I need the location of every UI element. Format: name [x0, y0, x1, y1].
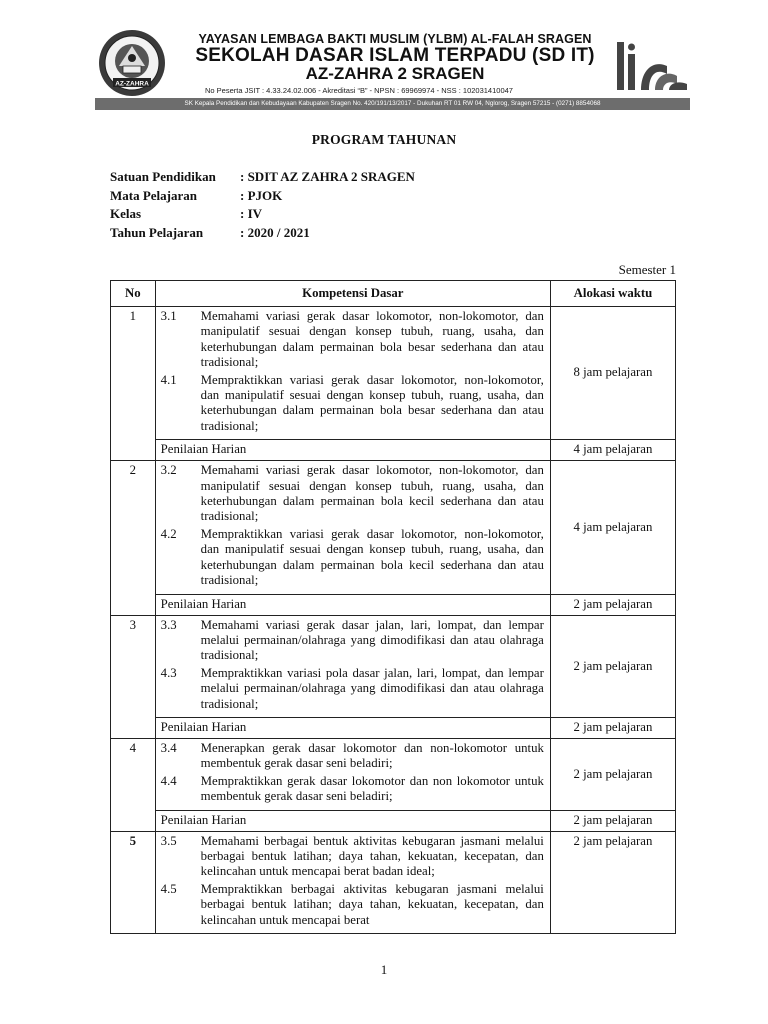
header-alokasi: Alokasi waktu [550, 281, 675, 307]
penilaian-alokasi: 2 jam pelajaran [550, 810, 675, 831]
kd-cell [155, 738, 550, 810]
table-header-row [111, 281, 676, 307]
table-row [111, 831, 676, 933]
kd-item [161, 774, 544, 805]
meta-label: Mata Pelajaran [110, 187, 198, 203]
header-no: No [111, 281, 156, 307]
letterhead-titles [175, 33, 615, 83]
penilaian-row [111, 594, 676, 615]
kd-text: Mempraktikkan variasi gerak dasar lokomotor, non-lokomotor, dan manipulatif sesuai dengan konsep tubuh, ruang, usaha, dan keterhubungan dalam permainan bola kecil sederhana dan atau tradisional; [200, 526, 544, 588]
kd-text: Menerapkan gerak dasar lokomotor dan non-lokomotor untuk membentuk gerak dasar seni beladiri; [200, 740, 544, 771]
meta-row [110, 205, 415, 224]
kompetensi-table [110, 280, 676, 934]
org-name: YAYASAN LEMBAGA BAKTI MUSLIM (YLBM) AL-FALAH SRAGEN [198, 32, 592, 46]
penilaian-row [111, 810, 676, 831]
school-name: SEKOLAH DASAR ISLAM TERPADU (SD IT) [195, 45, 595, 66]
meta-row [110, 224, 415, 243]
document-meta [110, 168, 415, 242]
kd-code: 3.2 [160, 463, 177, 478]
kd-item [161, 463, 544, 525]
penilaian-label: Penilaian Harian [155, 440, 550, 461]
document-title: PROGRAM TAHUNAN [311, 132, 457, 147]
table-row [111, 738, 676, 810]
kd-cell [155, 831, 550, 933]
kd-item [161, 373, 544, 435]
registration-info: No Peserta JSIT : 4.33.24.02.006 - Akreditasi “B” - NPSN : 69969974 - NSS : 102031410047 [205, 86, 513, 95]
table-row [111, 615, 676, 717]
kd-text: Memahami variasi gerak dasar jalan, lari, lompat, dan lempar melalui permainan/olahraga yang dimodifikasi dan atau olahraga tradisional; [200, 617, 544, 663]
row-number: 1 [111, 307, 156, 461]
alokasi-cell: 8 jam pelajaran [550, 307, 675, 440]
penilaian-label: Penilaian Harian [155, 717, 550, 738]
kd-text: Memahami variasi gerak dasar lokomotor, non-lokomotor, dan manipulatif sesuai dengan konsep tubuh, ruang, usaha, dan keterhubungan dalam permainan bola besar sederhana dan atau tradisional; [200, 309, 544, 370]
kd-item [161, 527, 544, 589]
kd-item [161, 834, 544, 880]
alokasi-cell: 2 jam pelajaran [550, 738, 675, 810]
kd-code: 3.1 [160, 309, 177, 323]
penilaian-row [111, 440, 676, 461]
kd-item [161, 741, 544, 772]
penilaian-label: Penilaian Harian [155, 810, 550, 831]
kd-cell [155, 615, 550, 717]
meta-value: : 2020 / 2021 [240, 224, 310, 240]
meta-label: Kelas [110, 206, 142, 221]
penilaian-alokasi: 2 jam pelajaran [550, 717, 675, 738]
jsit-logo-icon [615, 38, 690, 94]
kd-code: 4.1 [160, 372, 177, 387]
row-number: 5 [111, 831, 156, 933]
kd-text: Mempraktikkan berbagai aktivitas kebugaran jasmani melalui berbagai bentuk latihan; daya tahan, kekuatan, kecepatan, dan kelincahan untuk mencapai berat [200, 881, 544, 927]
penilaian-row [111, 717, 676, 738]
kd-item [161, 309, 544, 371]
kd-code: 3.4 [160, 740, 177, 755]
branch-name: AZ-ZAHRA 2 SRAGEN [305, 64, 485, 83]
semester-label: Semester 1 [618, 262, 676, 277]
table-row [111, 307, 676, 440]
meta-label: Tahun Pelajaran [110, 224, 204, 240]
meta-row [110, 168, 415, 187]
meta-row [110, 187, 415, 206]
seal-label: AZ-ZAHRA [115, 80, 149, 88]
kd-code: 4.5 [160, 881, 177, 896]
row-number: 3 [111, 615, 156, 738]
kd-cell [155, 461, 550, 594]
kd-cell [155, 307, 550, 440]
kd-text: Memahami berbagai bentuk aktivitas kebugaran jasmani melalui berbagai bentuk latihan; daya tahan, kekuatan, kecepatan, dan kelincahan untuk mencapai berat badan ideal; [200, 833, 544, 879]
kd-text: Mempraktikkan gerak dasar lokomotor dan non lokomotor untuk membentuk gerak dasar seni beladiri; [200, 773, 544, 804]
meta-label: Satuan Pendidikan [110, 169, 216, 184]
kd-text: Mempraktikkan variasi pola dasar jalan, lari, lompat, dan lempar melalui permainan/olahraga yang dimodifikasi dan atau olahraga tradisional; [200, 665, 544, 711]
meta-value: : IV [240, 206, 263, 221]
row-number: 4 [111, 738, 156, 831]
alokasi-cell: 2 jam pelajaran [550, 615, 675, 717]
row-number: 2 [111, 461, 156, 615]
kd-code: 3.3 [160, 617, 177, 632]
kd-code: 4.2 [160, 526, 177, 541]
meta-value: : PJOK [240, 187, 283, 203]
school-seal-icon [97, 28, 167, 98]
header-kompetensi: Kompetensi Dasar [155, 281, 550, 307]
kd-text: Mempraktikkan variasi gerak dasar lokomotor, non-lokomotor, dan manipulatif sesuai dengan konsep tubuh, ruang, usaha, dan keterhubungan dalam permainan bola besar sederhana dan atau tradisional; [200, 372, 544, 433]
penilaian-alokasi: 4 jam pelajaran [550, 440, 675, 461]
kd-item [161, 882, 544, 928]
table-row [111, 461, 676, 594]
penilaian-alokasi: 2 jam pelajaran [550, 594, 675, 615]
page-number: 1 [380, 962, 388, 977]
kd-item [161, 618, 544, 664]
meta-value: : SDIT AZ ZAHRA 2 SRAGEN [240, 169, 415, 184]
kd-item [161, 666, 544, 712]
kd-code: 4.3 [160, 665, 177, 680]
alokasi-cell: 4 jam pelajaran [550, 461, 675, 594]
alokasi-cell: 2 jam pelajaran [550, 831, 675, 933]
kd-code: 3.5 [160, 833, 177, 848]
letterhead [95, 26, 690, 114]
penilaian-label: Penilaian Harian [155, 594, 550, 615]
kd-text: Memahami variasi gerak dasar lokomotor, non-lokomotor, dan manipulatif sesuai dengan konsep tubuh, ruang, usaha, dan keterhubungan dalam permainan bola kecil sederhana dan atau tradisional; [200, 463, 544, 524]
kd-code: 4.4 [160, 773, 177, 788]
decree-bar: SK Kepala Pendidikan dan Kebudayaan Kabupaten Sragen No. 420/191/13/2017 - Dukuhan RT 01 RW 04, Nglorog, Sragen 57215 - (0271) 8854068 [95, 98, 690, 110]
